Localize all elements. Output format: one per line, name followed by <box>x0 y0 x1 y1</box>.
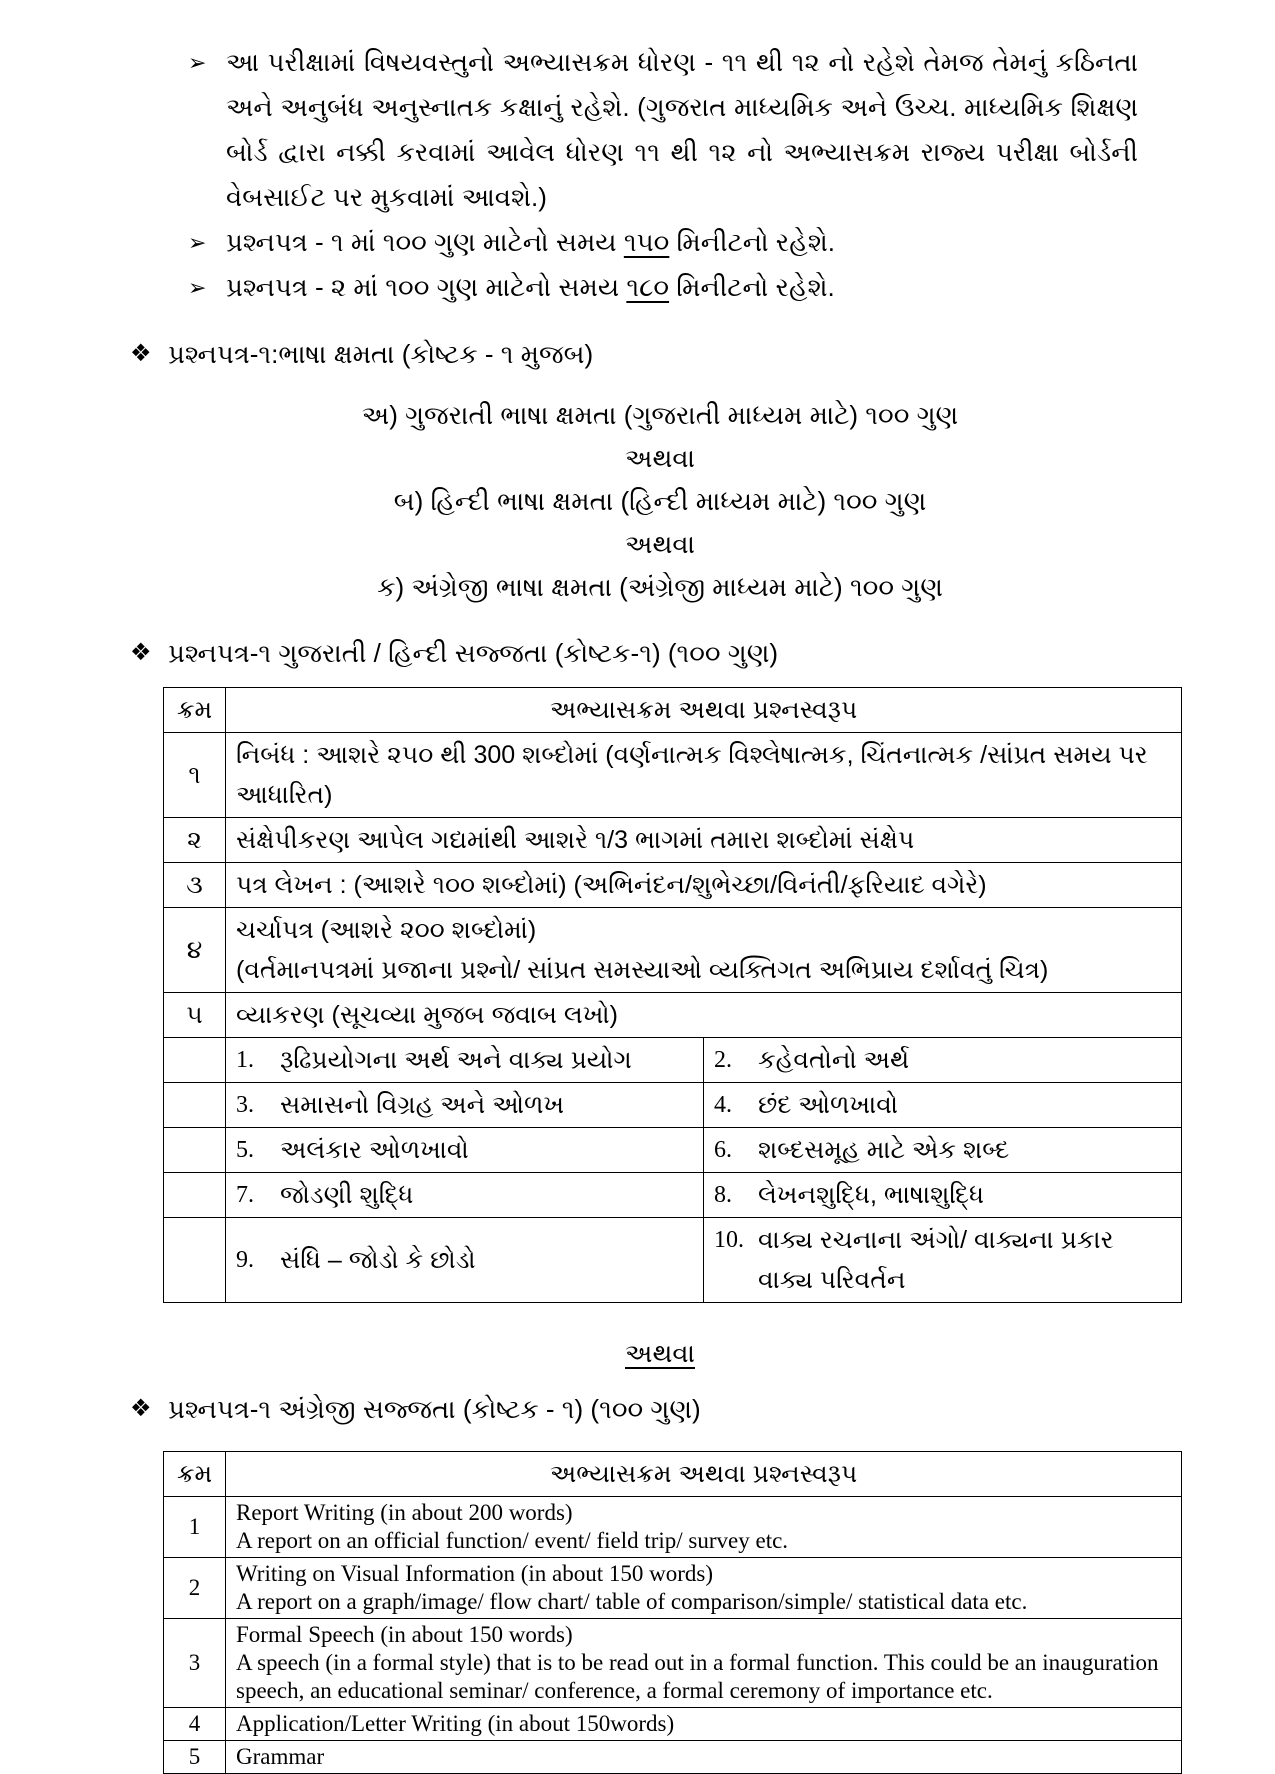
grammar-item-text: સમાસનો વિગ્રહ અને ઓળખ <box>280 1091 565 1119</box>
empty-serial-cell <box>164 1173 226 1218</box>
empty-serial-cell <box>164 1218 226 1303</box>
table-row <box>164 1708 1182 1741</box>
table-row <box>164 863 1182 908</box>
row-content <box>226 1619 1182 1708</box>
row-content: નિબંધ : આશરે ૨૫૦ થી 300 શબ્દોમાં (વર્ણનાત્મક વિશ્લેષાત્મક, ચિંતનાત્મક /સાંપ્રત સમય પર આધારિત) <box>226 733 1182 818</box>
row-line: A report on an official function/ event/ field trip/ survey etc. <box>236 1528 789 1553</box>
grammar-item-number: 6. <box>714 1137 732 1163</box>
grammar-item-text: શબ્દસમૂહ માટે એક શબ્દ <box>758 1136 1010 1164</box>
or-text: અથવા <box>625 529 695 559</box>
grammar-item <box>704 1083 1182 1128</box>
header-serial: ક્રમ <box>164 688 226 733</box>
row-content <box>226 1708 1182 1741</box>
empty-serial-cell <box>164 1128 226 1173</box>
row-serial: ૫ <box>164 993 226 1038</box>
grammar-item <box>226 1083 704 1128</box>
bullet-text <box>226 220 1138 265</box>
row-serial: 3 <box>164 1619 226 1708</box>
empty-serial-cell <box>164 1083 226 1128</box>
row-serial: ૪ <box>164 908 226 993</box>
underlined-minutes: ૧૫૦ <box>623 227 670 257</box>
grammar-row <box>164 1173 1182 1218</box>
table-row <box>164 1619 1182 1708</box>
grammar-item-text: વાક્ય રચનાના અંગો/ વાક્યના પ્રકાર વાક્ય પરિવર્તન <box>758 1226 1114 1294</box>
section-heading-gujarati-hindi <box>130 631 1190 675</box>
row-line: ચર્ચાપત્ર (આશરે ૨૦૦ શબ્દોમાં) <box>236 916 537 944</box>
grammar-item <box>226 1173 704 1218</box>
table-row <box>164 908 1182 993</box>
bullet-item-paper2-time <box>188 265 1148 310</box>
diamond-bullet-icon: ❖ <box>130 639 152 666</box>
row-serial: ૧ <box>164 733 226 818</box>
bullet-list <box>188 40 1148 310</box>
grammar-item-number: 7. <box>236 1182 254 1208</box>
grammar-item-number: 2. <box>714 1047 732 1073</box>
diamond-bullet-icon: ❖ <box>130 1395 152 1422</box>
row-content: પત્ર લેખન : (આશરે ૧૦૦ શબ્દોમાં) (અભિનંદન/શુભેચ્છા/વિનંતી/ફરિયાદ વગેરે) <box>226 863 1182 908</box>
row-serial: 2 <box>164 1558 226 1619</box>
diamond-bullet-icon: ❖ <box>130 340 152 367</box>
row-serial: 5 <box>164 1741 226 1774</box>
grammar-item-number: 10. <box>714 1227 744 1253</box>
grammar-item-number: 3. <box>236 1092 254 1118</box>
grammar-item <box>226 1128 704 1173</box>
header-syllabus: અભ્યાસક્રમ અથવા પ્રશ્નસ્વરૂપ <box>226 688 1182 733</box>
section-title: પ્રશ્નપત્ર-૧ અંગ્રેજી સજ્જતા (કોષ્ટક - ૧) (૧૦૦ ગુણ) <box>168 1394 701 1424</box>
table-row <box>164 1497 1182 1558</box>
option-gujarati: અ) ગુજરાતી ભાષા ક્ષમતા (ગુજરાતી માધ્યમ માટે) ૧૦૦ ગુણ <box>361 400 959 430</box>
row-content: સંક્ષેપીકરણ આપેલ ગદ્યમાંથી આશરે ૧/3 ભાગમાં તમારા શબ્દોમાં સંક્ષેપ <box>226 818 1182 863</box>
bullet-text <box>226 265 1138 310</box>
grammar-item <box>704 1038 1182 1083</box>
arrow-bullet-icon: ➢ <box>188 275 207 300</box>
language-options <box>130 394 1190 609</box>
bullet-text-pre: પ્રશ્નપત્ર - ૧ માં ૧૦૦ ગુણ માટેનો સમય <box>226 227 624 257</box>
grammar-item <box>704 1173 1182 1218</box>
row-line: Application/Letter Writing (in about 150words) <box>236 1711 675 1736</box>
option-hindi: બ) હિન્દી ભાષા ક્ષમતા (હિન્દી માધ્યમ માટે) ૧૦૦ ગુણ <box>393 486 927 516</box>
grammar-row <box>164 1128 1182 1173</box>
row-serial: 4 <box>164 1708 226 1741</box>
section-heading-english <box>130 1387 1190 1431</box>
option-english: ક) અંગ્રેજી ભાષા ક્ષમતા (અંગ્રેજી માધ્યમ માટે) ૧૦૦ ગુણ <box>377 572 943 602</box>
header-serial: ક્રમ <box>164 1452 226 1497</box>
row-line: (વર્તમાનપત્રમાં પ્રજાના પ્રશ્નો/ સાંપ્રત સમસ્યાઓ વ્યક્તિગત અભિપ્રાય દર્શાવતું ચિત્ર) <box>236 956 1049 984</box>
row-content <box>226 908 1182 993</box>
row-line: Writing on Visual Information (in about 150 words) <box>236 1561 714 1586</box>
table-gujarati-hindi-syllabus <box>163 687 1182 1303</box>
grammar-item-text: અલંકાર ઓળખાવો <box>280 1136 469 1164</box>
grammar-item-number: 8. <box>714 1182 732 1208</box>
bullet-item-paper1-time <box>188 220 1148 265</box>
table-row <box>164 1741 1182 1774</box>
table-row <box>164 993 1182 1038</box>
or-text: અથવા <box>625 443 695 473</box>
row-content <box>226 1497 1182 1558</box>
grammar-item-text: જોડણી શુદ્ધિ <box>280 1181 414 1209</box>
bullet-item-syllabus <box>188 40 1148 220</box>
grammar-item-number: 9. <box>236 1247 254 1273</box>
section-title: પ્રશ્નપત્ર-૧ ગુજરાતી / હિન્દી સજ્જતા (કોષ્ટક-૧) (૧૦૦ ગુણ) <box>168 638 779 668</box>
or-divider <box>130 1333 1190 1373</box>
table-row <box>164 818 1182 863</box>
row-serial: ૨ <box>164 818 226 863</box>
row-content <box>226 1558 1182 1619</box>
table-row <box>164 733 1182 818</box>
row-serial: 1 <box>164 1497 226 1558</box>
grammar-item-text: સંધિ – જોડો કે છોડો <box>280 1246 476 1274</box>
table-row <box>164 1558 1182 1619</box>
arrow-bullet-icon: ➢ <box>188 230 207 255</box>
grammar-item-text: કહેવતોનો અર્થ <box>758 1046 910 1074</box>
row-content <box>226 1741 1182 1774</box>
row-line: Formal Speech (in about 150 words) <box>236 1622 573 1647</box>
bullet-text-post: મિનીટનો રહેશે. <box>669 272 835 302</box>
grammar-row <box>164 1083 1182 1128</box>
grammar-item <box>226 1218 704 1303</box>
document-page <box>130 0 1190 1774</box>
grammar-item-text: છંદ ઓળખાવો <box>758 1091 899 1119</box>
grammar-item-text: લેખનશુદ્ધિ, ભાષાશુદ્ધિ <box>758 1181 984 1209</box>
table-header-row <box>164 1452 1182 1497</box>
grammar-item-number: 1. <box>236 1047 254 1073</box>
table-header-row <box>164 688 1182 733</box>
section-title: પ્રશ્નપત્ર-૧:ભાષા ક્ષમતા (કોષ્ટક - ૧ મુજબ) <box>168 339 594 369</box>
row-content: વ્યાકરણ (સૂચવ્યા મુજબ જવાબ લખો) <box>226 993 1182 1038</box>
grammar-item-number: 5. <box>236 1137 254 1163</box>
row-line: Report Writing (in about 200 words) <box>236 1500 573 1525</box>
grammar-item-text: રૂઢિપ્રયોગના અર્થ અને વાક્ય પ્રયોગ <box>280 1046 632 1074</box>
bullet-text: આ પરીક્ષામાં વિષયવસ્તુનો અભ્યાસક્રમ ધોરણ - ૧૧ થી ૧૨ નો રહેશે તેમજ તેમનું કઠિનતા અને અનુબંધ અનુસ્નાતક કક્ષાનું રહેશે. (ગુજરાત માધ્યમિક અને ઉચ્ચ. માધ્યમિક શિક્ષણ બોર્ડ દ્વારા નક્કી કરવામાં આવેલ ધોરણ ૧૧ થી ૧૨ નો અભ્યાસક્રમ રાજ્ય પરીક્ષા બોર્ડની વેબસાઈટ પર મુકવામાં આવશે.) <box>226 47 1138 212</box>
row-serial: ૩ <box>164 863 226 908</box>
bullet-text-post: મિનીટનો રહેશે. <box>669 227 835 257</box>
table-english-syllabus <box>163 1451 1182 1774</box>
row-line: Grammar <box>236 1744 325 1769</box>
bullet-text-pre: પ્રશ્નપત્ર - ૨ માં ૧૦૦ ગુણ માટેનો સમય <box>226 272 627 302</box>
grammar-row <box>164 1218 1182 1303</box>
row-line: A report on a graph/image/ flow chart/ table of comparison/simple/ statistical data etc. <box>236 1589 1028 1614</box>
grammar-item-number: 4. <box>714 1092 732 1118</box>
underlined-minutes: ૧૮૦ <box>626 272 670 302</box>
arrow-bullet-icon: ➢ <box>188 50 207 75</box>
grammar-item <box>704 1128 1182 1173</box>
grammar-item <box>226 1038 704 1083</box>
section-heading-language-ability <box>130 332 1190 376</box>
grammar-item <box>704 1218 1182 1303</box>
or-divider-text: અથવા <box>625 1338 695 1368</box>
header-syllabus: અભ્યાસક્રમ અથવા પ્રશ્નસ્વરૂપ <box>226 1452 1182 1497</box>
empty-serial-cell <box>164 1038 226 1083</box>
grammar-row <box>164 1038 1182 1083</box>
row-line: A speech (in a formal style) that is to be read out in a formal function. This could be an inauguration speech, an educational seminar/ conference, a formal ceremony of importance etc. <box>236 1650 1159 1703</box>
